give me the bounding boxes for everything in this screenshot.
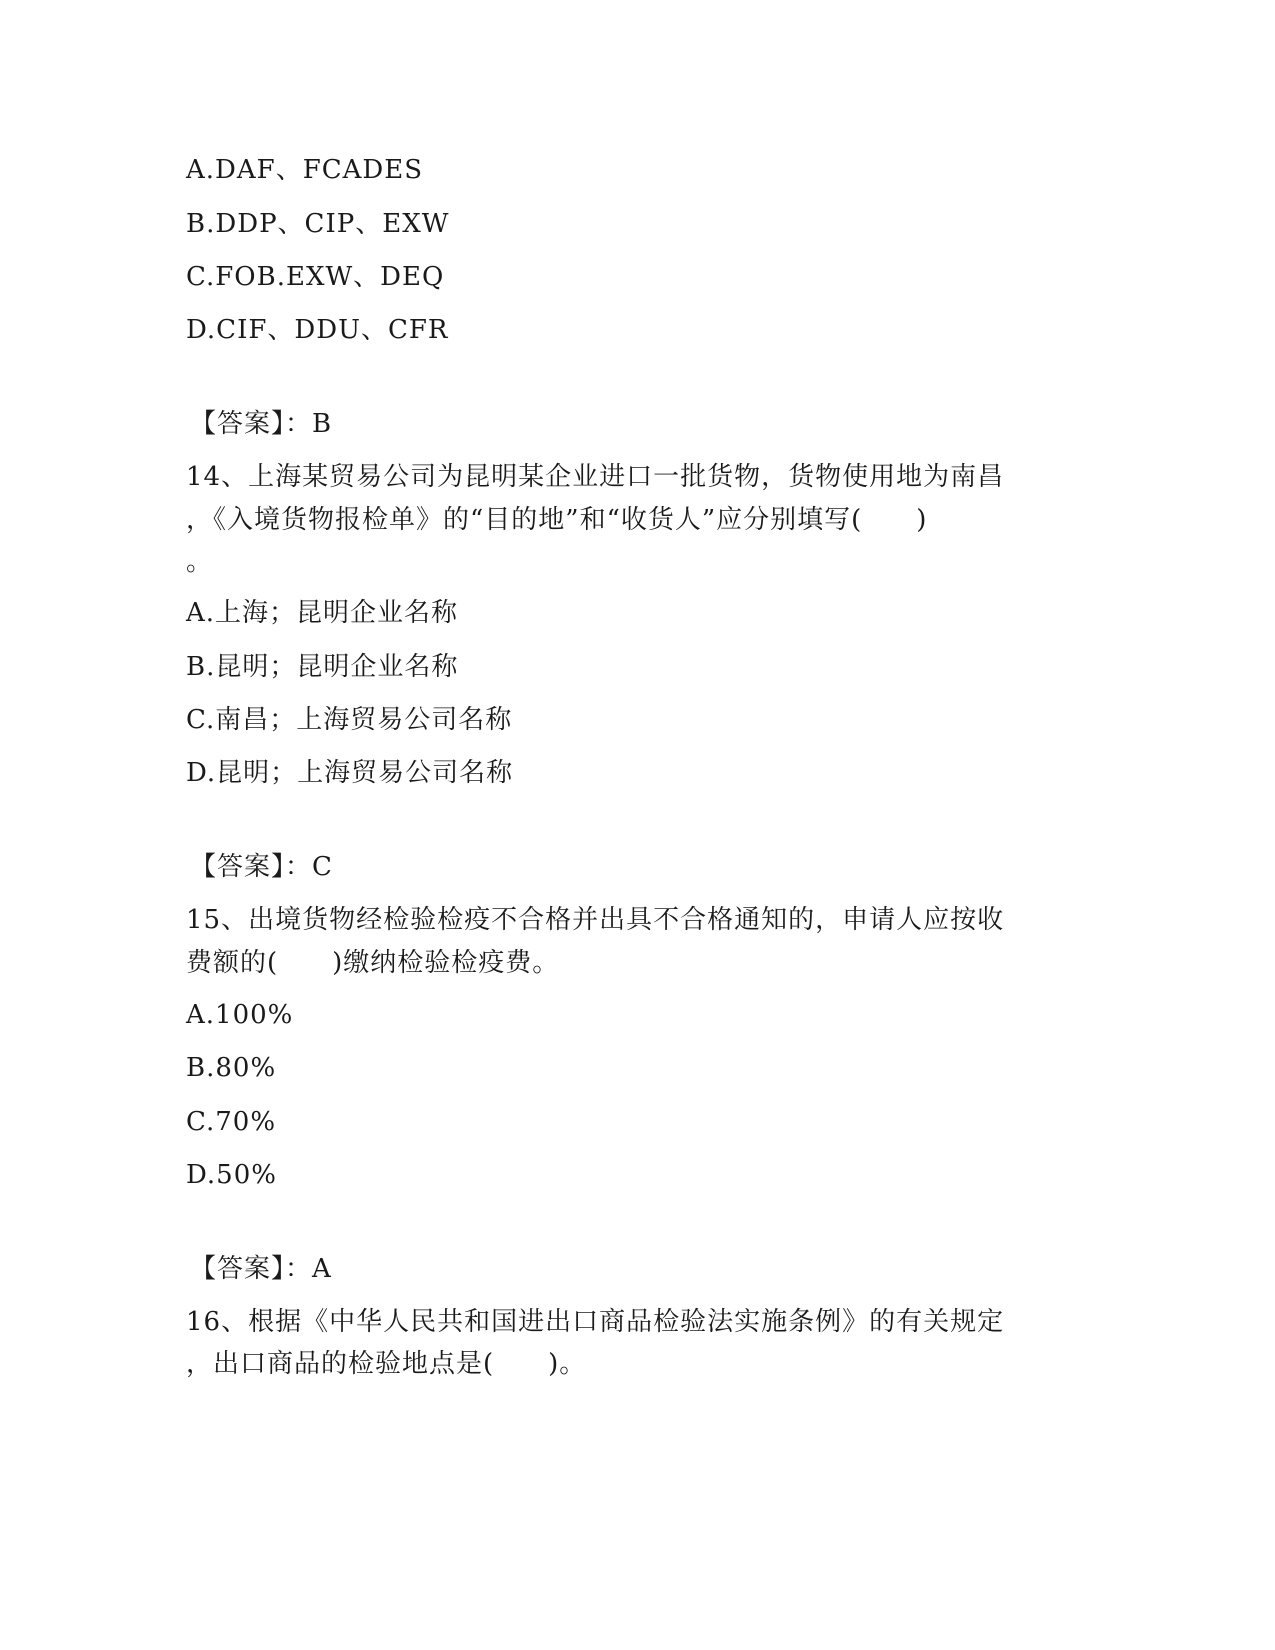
q15-option-d: D.50% [186,1160,277,1190]
q14-option-d: D.昆明；上海贸易公司名称 [186,758,514,788]
q14-stem-line-3: 。 [186,547,214,577]
q16-stem-line-1: 16、根据《中华人民共和国进出口商品检验法实施条例》的有关规定 [186,1307,1005,1337]
q15-option-c: C.70% [186,1107,277,1137]
q13-option-a: A.DAF、FCADES [186,155,424,185]
q14-answer: 【答案】：C [190,852,333,882]
q15-stem-line-1: 15、出境货物经检验检疫不合格并出具不合格通知的，申请人应按收 [186,905,1005,935]
q14-option-b: B.昆明；昆明企业名称 [186,652,459,682]
q16-stem-line-2: ，出口商品的检验地点是( )。 [186,1349,587,1379]
q13-option-c: C.FOB.EXW、DEQ [186,262,445,292]
q15-stem-line-2: 费额的( )缴纳检验检疫费。 [186,948,560,978]
q14-option-c: C.南昌；上海贸易公司名称 [186,705,513,735]
q13-option-b: B.DDP、CIP、EXW [186,209,450,239]
q13-answer: 【答案】：B [190,409,333,439]
q13-option-d: D.CIF、DDU、CFR [186,315,449,345]
q15-option-a: A.100% [186,1000,294,1030]
q14-option-a: A.上海；昆明企业名称 [186,598,459,628]
q14-stem-line-1: 14、上海某贸易公司为昆明某企业进口一批货物，货物使用地为南昌 [186,462,1005,492]
q15-option-b: B.80% [186,1053,277,1083]
q15-answer: 【答案】：A [190,1254,332,1284]
q14-stem-line-2: ，《入境货物报检单》的“目的地”和“收货人”应分别填写( ) [186,505,928,535]
